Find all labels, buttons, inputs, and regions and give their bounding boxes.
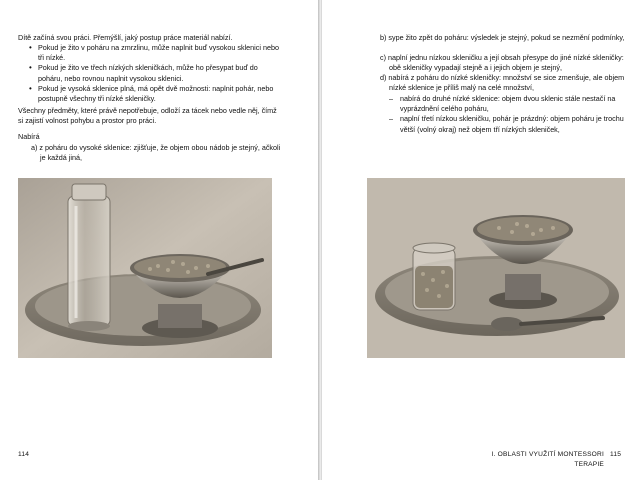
nabira-label: Nabírá xyxy=(18,132,40,141)
photo-small-jar-and-bowl-graphic xyxy=(367,178,625,358)
step-b: b) sype žito zpět do poháru: výsledek je stejný, pokud se nezmění podmínky, xyxy=(380,33,625,42)
left-page xyxy=(0,0,318,480)
running-head: I. OBLASTI VYUŽITÍ MONTESSORI TERAPIE xyxy=(491,451,604,469)
setup-paragraph: Všechny předměty, které právě nepotřebuje, odloží za tácek nebo vedle něj, čímž si zajistí volnost pohybu a prostor pro práci. xyxy=(18,106,277,126)
page-number-right: 115 xyxy=(610,451,622,458)
intro-text: Dítě začíná svou práci. Přemýšlí, jaký postup práce materiál nabízí. xyxy=(18,33,233,42)
step-d-substeps xyxy=(389,94,625,135)
photo-jar-and-bowl-graphic xyxy=(18,178,272,358)
photo-small-jar-and-bowl xyxy=(367,178,625,358)
step-c: c) naplní jednu nízkou skleničku a její obsah přesype do jiné nízké skleničky: obě skleničky vypadají stejně a i jejich objem je stejný, xyxy=(380,53,624,73)
photo-jar-and-bowl xyxy=(18,178,272,358)
option-item: • Pokud je žito ve třech nízkých skleničkách, může ho přesypat buď do poháru, nebo rovnou naplnit vysokou sklenici. xyxy=(29,63,279,83)
option-item: • Pokud je žito v poháru na zmrzlinu, může naplnit buď vysokou sklenici nebo tři nízké. xyxy=(29,43,279,63)
step-d: d) nabírá z poháru do nízké skleničky: množství se sice zmenšuje, ale objem nízké sklenice je příliš malý na celé množství, xyxy=(380,73,625,93)
options-list xyxy=(29,43,279,104)
right-page xyxy=(322,0,640,480)
step-a: a) z poháru do vysoké sklenice: zjišťuje, že objem obou nádob je stejný, ačkoli je každá jiná, xyxy=(31,143,281,163)
page-number-left: 114 xyxy=(18,451,30,458)
option-item: • Pokud je vysoká sklenice plná, má opět dvě možnosti: naplnit pohár, nebo postupně všechny tři nízké skleničky. xyxy=(29,84,279,104)
substep-item: – naplní třetí nízkou skleničku, pohár je prázdný: objem poháru je trochu větší (volný okraj) než objem tří nízkých skleniček, xyxy=(389,114,625,134)
substep-item: – nabírá do druhé nízké sklenice: objem dvou sklenic stále nestačí na vyprázdnění celého poháru, xyxy=(389,94,625,114)
